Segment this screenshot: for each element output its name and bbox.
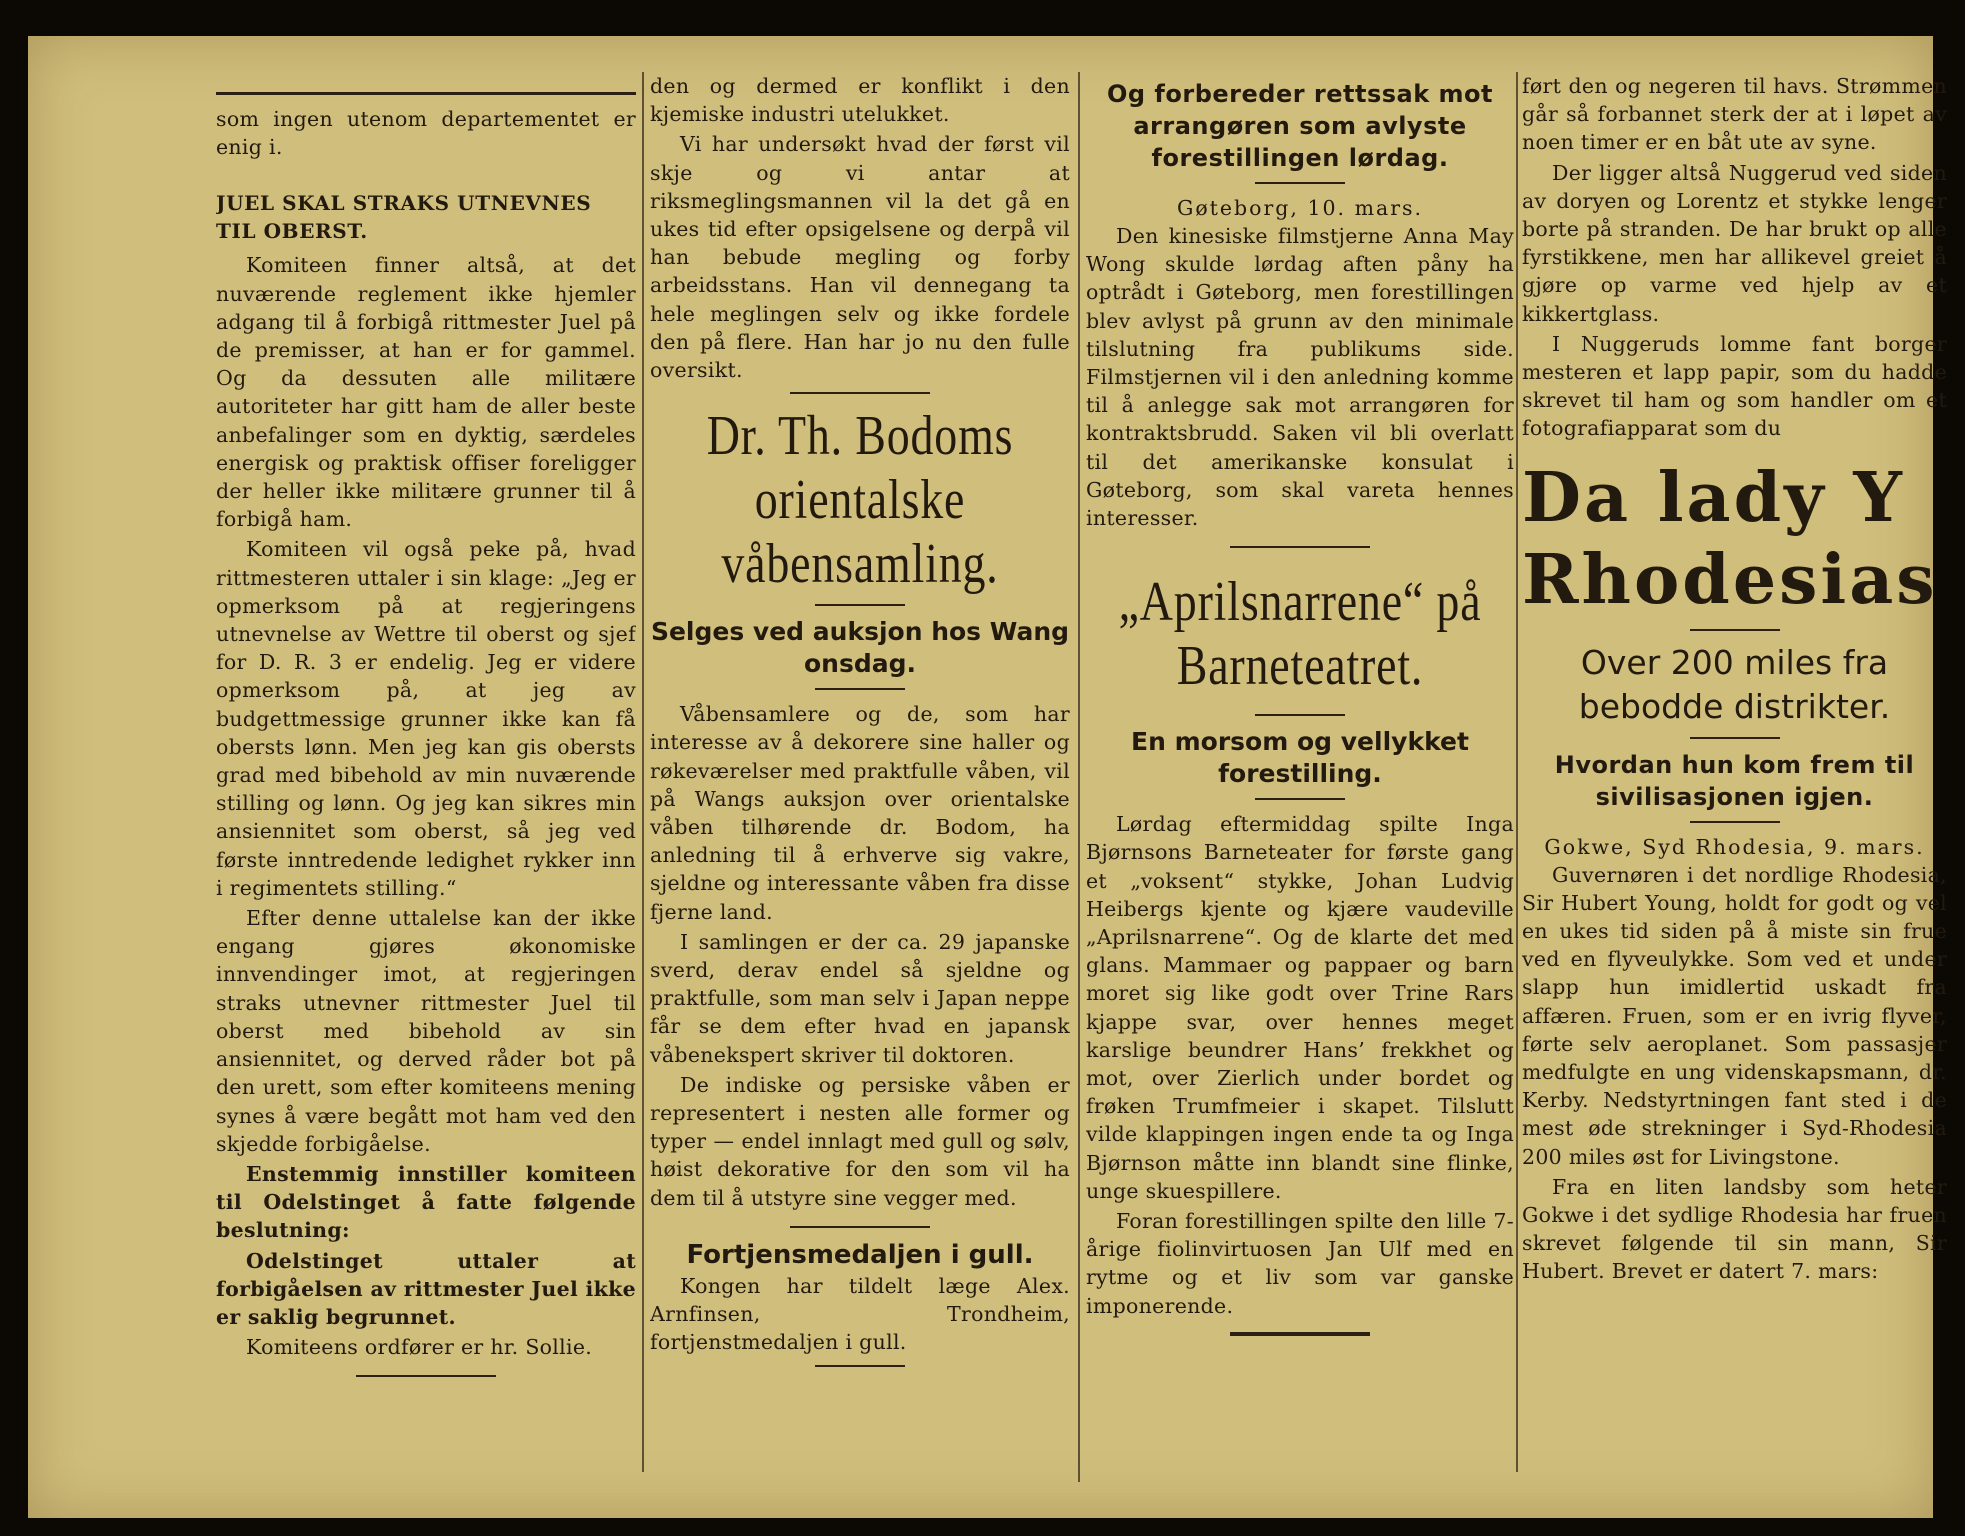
article-head: Og forbereder rettssak mot arrangøren som avlyste forestillingen lørdag. [1106,80,1494,172]
column-divider [1516,72,1518,1472]
subheadline: Selges ved auksjon hos Wang onsdag. [650,617,1070,679]
paragraph: Vi har undersøkt hvad der først vil skje og vi antar at riksmeglingsmannen vil la det gå en ukes tid efter opsigelsene og derpå vil han bebude megling og forby arbeidsstans. Han vil dennegang ta hele meglingen selv og ikke fordele den på flere. Han har jo nu den fulle oversikt. [650,132,1070,383]
paragraph: Våbensamlere og de, som har interesse av å dekorere sine haller og røkeværelser med praktfulle våben, vil på Wangs auksjon over orientalske våben tilhørende dr. Bodom, ha anledning til å erhverve sig vakre, sjeldne og interessante våben fra disse fjerne land. [650,702,1070,924]
paragraph: Komiteens ordfører er hr. Sollie. [246,1335,593,1360]
top-rule [216,92,636,95]
separator-rule [1255,798,1345,800]
separator-rule [815,604,905,606]
paragraph: Komiteen finner altså, at det nuværende reglement ikke hjemler adgang til å forbigå rittmester Juel på de premisser, at han er for gammel. Og da dessuten alle militære autoriteter har gitt ham de aller beste anbefalinger som en dyktig, særdeles energisk og praktisk offiser foreligger der heller ikke militære grunner til å forbigå ham. [216,253,636,532]
continuation-text: som ingen utenom departementet er enig i. [216,107,636,160]
dateline: Gøteborg, 10. mars. [1176,196,1424,220]
continuation-text: den og dermed er konflikt i den kjemiske industri utelukket. [650,74,1070,127]
paragraph: I samlingen er der ca. 29 japanske sverd, derav endel så sjeldne og praktfulle, som man selv i Japan neppe får se dem efter hvad en japansk våbenekspert skriver til doktoren. [650,929,1070,1067]
headline-line-1: Da lady Y [1522,457,1905,538]
separator-rule [1255,714,1345,716]
paragraph: Foran forestillingen spilte den lille 7-årige fiolinvirtuosen Jan Ulf med en rytme og et liv som var ganske imponerende. [1086,1209,1514,1318]
paragraph: Der ligger altså Nuggerud ved siden av doryen og Lorentz et stykke lenger borte på stranden. De har brukt op alle fyrstikkene, men har allikevel greiet å gjøre op varme ved hjelp av et kikkertglass. [1522,160,1947,326]
paragraph: Fra en liten landsby som heter Gokwe i det sydlige Rhodesia har fruen skrevet følgende til sin mann, Sir Hubert. Brevet er datert 7. mars: [1522,1174,1947,1284]
paragraph: Efter denne uttalelse kan der ikke engang gjøres økonomiske innvendinger imot, at regjeringen straks utnevner rittmester Juel til oberst med bibehold av sin ansiennitet, og derved råder bot på den urett, som efter komiteens mening synes å være begått mot ham ved den skjedde forbigåelse. [216,906,636,1156]
separator-rule [790,392,930,394]
separator-rule [815,688,905,690]
subheadline: En morsom og vellykket forestilling. [1131,727,1469,789]
column-2 [650,72,1070,1472]
separator-rule [1255,182,1345,184]
paragraph: Kongen har tildelt læge Alex. Arnfinsen, Trondheim, fortjenstmedaljen i gull. [650,1273,1070,1355]
headline: „Aprilsnarrene“ på Barneteatret. [1118,571,1482,698]
column-divider [642,72,644,1472]
newspaper-clipping [28,36,1947,1518]
headline: Dr. Th. Bodoms orientalske våbensamling. [706,405,1014,596]
paragraph: De indiske og persiske våben er representert i nesten alle former og typer — endel innlagt med gull og sølv, høist dekorative for den som vil ha dem til å utstyre sine vegger med. [650,1072,1070,1210]
subheadline-2: Hvordan hun kom frem til sivilisasjonen igjen. [1554,750,1915,811]
separator-rule [1690,737,1780,739]
end-rule [1230,1332,1370,1336]
end-rule [815,1365,905,1367]
paragraph: Komiteen vil også peke på, hvad rittmesteren uttaler i sin klage: „Jeg er opmerksom på at regjeringens utnevnelse av Wettre til oberst og sjef for D. R. 3 er endelig. Jeg er videre opmerksom på, at jeg av budgettmessige grunner ikke kan få obersts lønn. Men jeg kan gis obersts grad med bibehold av min nuværende stilling og lønn. Og jeg kan sikres min ansiennitet som oberst, så jeg ved første inntredende ledighet rykker inn i regimentets stilling.“ [216,537,636,900]
continuation-text: ført den og negeren til havs. Strømmen går så forbannet sterk der at i løpet av noen timer er en båt ute av syne. [1522,74,1947,155]
separator-rule [1690,629,1780,631]
separator-rule [1230,546,1370,548]
paragraph: Lørdag eftermiddag spilte Inga Bjørnsons Barneteater for første gang et „voksent“ stykke, Johan Ludvig Heibergs kjente og kjære vaudeville „Aprilsnarrene“. Og de klarte det med glans. Mammaer og pappaer og barn moret sig like godt over Trine Rars kjappe svar, over hennes meget karslige beundrer Hans’ frekkhet og mot, over Zierlich under bordet og frøken Trumfmeier i skapet. Tilslutt vilde klappingen ingen ende ta og Inga Bjørnson måtte inn blandt sine flinke, unge skuespillere. [1086,812,1514,1203]
headline-medal: Fortjensmedaljen i gull. [686,1239,1034,1270]
separator-rule [790,1226,930,1228]
paragraph: Den kinesiske filmstjerne Anna May Wong skulde lørdag aften påny ha optrådt i Gøteborg, men forestillingen blev avlyst på grunn av den minimale tilslutning fra publikums side. Filmstjernen vil i den anledning komme til å anlegge sak mot arrangøren for kontraktsbrudd. Saken vil bli overlatt til det amerikanske konsulat i Gøteborg, som skal vareta hennes interesser. [1086,224,1514,531]
column-4 [1522,72,1947,1512]
end-rule [356,1375,496,1377]
paragraph: Guvernøren i det nordlige Rhodesia, Sir Hubert Young, holdt for godt og vel en ukes tid siden på å miste sin frue ved en flyveulykke. Som ved et under slapp hun imidlertid uskadt fra affæren. Fruen, som er en ivrig flyver, førte selv aeroplanet. Som passasjer medfulgte en ung videnskapsmann, dr. Kerby. Nedstyrtningen fant sted i de mest øde strekninger i Syd-Rhodesia 200 miles øst for Livingstone. [1522,862,1947,1169]
column-3 [1086,72,1514,1502]
bold-paragraph: Odelstinget uttaler at forbigåelsen av rittmester Juel ikke er saklig begrunnet. [216,1248,636,1329]
headline-line-2: Rhodesias [1522,539,1938,620]
dateline: Gokwe, Syd Rhodesia, 9. mars. [1544,834,1925,859]
section-subhead: JUEL SKAL STRAKS UTNEVNES TIL OBERST. [216,191,592,244]
column-1 [216,72,636,1512]
column-divider [1078,72,1080,1482]
paragraph: I Nuggeruds lomme fant borger mesteren et lapp papir, som du hadde skrevet til ham og som handler om et fotografiapparat som du [1522,331,1947,441]
subheadline: Over 200 miles fra bebodde distrikter. [1578,642,1891,726]
bold-paragraph: Enstemmig innstiller komiteen til Odelstinget å fatte følgende beslutning: [216,1161,636,1243]
separator-rule [1690,821,1780,823]
